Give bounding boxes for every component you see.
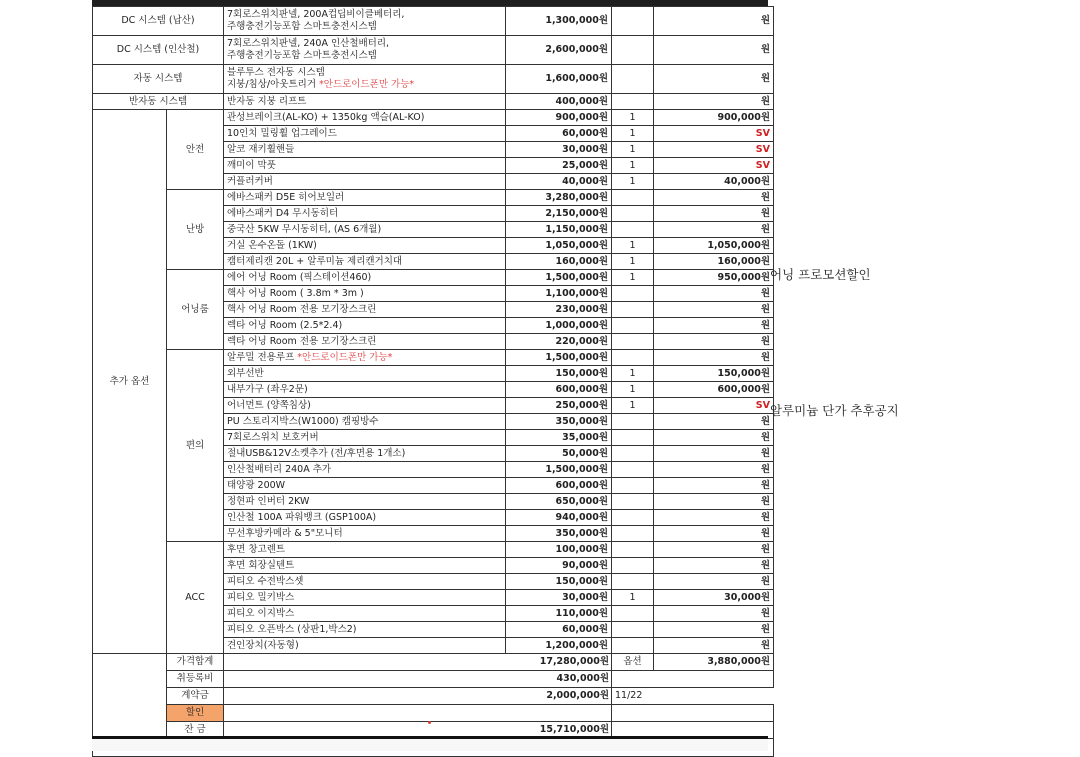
group-name: 난방 [167, 190, 224, 270]
quote-table [92, 6, 774, 757]
option-desc-text: 인산철 100A 파워뱅크 (GSP100A) [227, 511, 377, 523]
option-desc [224, 414, 506, 430]
group-name: ACC [167, 542, 224, 654]
option-qty [612, 222, 654, 238]
system-row [93, 7, 774, 36]
option-desc-text: 렉타 어닝 Room 전용 모기장스크린 [227, 335, 377, 347]
balance-label: 잔 금 [167, 722, 224, 739]
option-row [93, 190, 774, 206]
group-name: 안전 [167, 110, 224, 190]
quote-table-body [93, 7, 774, 757]
option-price: 150,000원 [506, 366, 612, 382]
option-desc [224, 558, 506, 574]
option-total: 원 [654, 638, 774, 654]
option-total: 원 [654, 190, 774, 206]
deposit-value: 2,000,000원 [224, 688, 612, 705]
option-qty [612, 606, 654, 622]
option-desc [224, 222, 506, 238]
option-desc-text: PU 스토리지박스(W1000) 캠핑방수 [227, 415, 379, 427]
option-desc [224, 446, 506, 462]
bottom-border [92, 736, 768, 751]
system-qty [612, 7, 654, 36]
option-desc-text: 피티오 오픈박스 (상판1,박스2) [227, 623, 357, 635]
option-price: 1,050,000원 [506, 238, 612, 254]
summary-empty [612, 705, 774, 722]
system-desc [224, 7, 506, 36]
option-qty [612, 190, 654, 206]
option-desc [224, 590, 506, 606]
option-desc-text: 알루밀 전용루프 [227, 351, 295, 363]
option-desc [224, 270, 506, 286]
system-name: 반자동 시스템 [93, 94, 224, 110]
system-row [93, 65, 774, 94]
option-total: 원 [654, 334, 774, 350]
system-desc-line2: 주행충전기능포함 스마트충전시스템 [227, 50, 377, 61]
option-total: 원 [654, 494, 774, 510]
option-desc-text: 깨미이 막풋 [227, 159, 276, 171]
system-qty [612, 65, 654, 94]
option-total: 원 [654, 622, 774, 638]
option-qty [612, 430, 654, 446]
option-price: 160,000원 [506, 254, 612, 270]
option-desc-text: 커플러커버 [227, 175, 273, 187]
option-row [93, 110, 774, 126]
option-desc-text: 7회로스위치 보호커버 [227, 431, 319, 443]
option-desc [224, 366, 506, 382]
registration-fee-row [93, 671, 774, 688]
option-desc-text: 내부가구 (좌우2문) [227, 383, 308, 395]
option-desc-text: 어너먼트 (양쪽침상) [227, 399, 311, 411]
option-desc [224, 126, 506, 142]
system-price: 1,600,000원 [506, 65, 612, 94]
option-qty: 1 [612, 398, 654, 414]
system-desc-note: *안드로이드폰만 가능* [319, 79, 415, 90]
note-awning-promo: 어닝 프로모션할인 [770, 267, 871, 282]
option-desc [224, 254, 506, 270]
option-price: 1,000,000원 [506, 318, 612, 334]
option-desc [224, 494, 506, 510]
option-desc [224, 158, 506, 174]
system-desc-line1: 반자동 지붕 리프트 [227, 95, 307, 107]
option-price: 40,000원 [506, 174, 612, 190]
system-desc-line1: 블루투스 전자동 시스템 [227, 67, 325, 79]
price-total-label: 가격합계 [167, 654, 224, 671]
option-qty [612, 510, 654, 526]
option-qty [612, 302, 654, 318]
option-desc [224, 542, 506, 558]
option-total: 원 [654, 430, 774, 446]
option-qty [612, 462, 654, 478]
option-total: 원 [654, 318, 774, 334]
option-qty: 1 [612, 254, 654, 270]
option-desc-text: 핵사 어닝 Room 전용 모기장스크린 [227, 303, 377, 315]
option-desc [224, 238, 506, 254]
option-price: 100,000원 [506, 542, 612, 558]
option-desc [224, 622, 506, 638]
option-total: 원 [654, 542, 774, 558]
option-qty [612, 494, 654, 510]
option-qty: 1 [612, 174, 654, 190]
option-total: 30,000원 [654, 590, 774, 606]
system-total: 원 [654, 7, 774, 36]
option-desc [224, 526, 506, 542]
balance-value: 15,710,000원 [224, 722, 612, 739]
option-desc [224, 382, 506, 398]
option-total: 원 [654, 462, 774, 478]
option-qty [612, 574, 654, 590]
option-sum-value: 3,880,000원 [654, 654, 774, 671]
option-qty: 1 [612, 142, 654, 158]
group-name: 편의 [167, 350, 224, 542]
option-desc-note: *안드로이드폰만 가능* [297, 351, 393, 363]
group-name: 어닝룸 [167, 270, 224, 350]
price-total-row [93, 654, 774, 671]
system-desc [224, 65, 506, 94]
option-desc [224, 190, 506, 206]
option-price: 650,000원 [506, 494, 612, 510]
option-desc-text: 거실 온수온돌 (1KW) [227, 239, 317, 251]
option-price: 1,150,000원 [506, 222, 612, 238]
option-price: 600,000원 [506, 382, 612, 398]
system-price: 2,600,000원 [506, 36, 612, 65]
option-desc-text: 중국산 5KW 무시동히터, (AS 6개월) [227, 223, 382, 235]
option-desc-text: 후면 회장실텐트 [227, 559, 295, 571]
option-desc [224, 478, 506, 494]
option-desc-text: 외부선반 [227, 367, 264, 379]
deposit-row [93, 688, 774, 705]
option-desc-text: 정현파 인버터 2KW [227, 495, 310, 507]
system-desc-line2: 지붕/침상/아웃트리거 [227, 79, 316, 90]
option-total: 원 [654, 302, 774, 318]
option-desc-text: 무선후방카메라 & 5"모니터 [227, 527, 343, 539]
option-desc-text: 캠터제리캔 20L + 알루미늄 제리캔거치대 [227, 255, 403, 267]
option-total: 원 [654, 526, 774, 542]
option-price: 600,000원 [506, 478, 612, 494]
option-total: 900,000원 [654, 110, 774, 126]
system-total: 원 [654, 94, 774, 110]
option-qty [612, 542, 654, 558]
option-qty [612, 526, 654, 542]
option-total: SV [654, 398, 774, 414]
option-total: 원 [654, 558, 774, 574]
price-total-value: 17,280,000원 [224, 654, 612, 671]
system-name: DC 시스템 (납산) [93, 7, 224, 36]
option-qty [612, 350, 654, 366]
summary-left-blank [93, 654, 167, 739]
option-desc [224, 174, 506, 190]
option-total: SV [654, 126, 774, 142]
option-price: 60,000원 [506, 622, 612, 638]
registration-fee-label: 취등록비 [167, 671, 224, 688]
option-total: 원 [654, 222, 774, 238]
system-desc-line2: 주행충전기능포함 스마트충전시스템 [227, 21, 377, 32]
system-row [93, 94, 774, 110]
option-price: 350,000원 [506, 526, 612, 542]
option-price: 940,000원 [506, 510, 612, 526]
option-qty: 1 [612, 126, 654, 142]
option-total: 원 [654, 574, 774, 590]
option-total: 원 [654, 206, 774, 222]
option-qty [612, 318, 654, 334]
option-qty: 1 [612, 238, 654, 254]
option-price: 30,000원 [506, 590, 612, 606]
discount-row [93, 705, 774, 722]
discount-value [224, 705, 612, 722]
system-total: 원 [654, 36, 774, 65]
option-desc-text: 에바스패커 D4 무시동히터 [227, 207, 339, 219]
option-desc-text: 태양광 200W [227, 479, 286, 491]
option-qty: 1 [612, 270, 654, 286]
option-qty [612, 334, 654, 350]
option-total: 160,000원 [654, 254, 774, 270]
option-price: 900,000원 [506, 110, 612, 126]
option-total: 원 [654, 510, 774, 526]
option-qty: 1 [612, 158, 654, 174]
option-price: 1,500,000원 [506, 350, 612, 366]
system-desc [224, 94, 506, 110]
option-qty [612, 286, 654, 302]
system-row [93, 36, 774, 65]
option-desc [224, 302, 506, 318]
option-desc-text: 에바스패커 D5E 히어보일러 [227, 191, 345, 203]
option-total: SV [654, 158, 774, 174]
option-qty: 1 [612, 590, 654, 606]
option-price: 35,000원 [506, 430, 612, 446]
option-total: 1,050,000원 [654, 238, 774, 254]
option-price: 150,000원 [506, 574, 612, 590]
option-desc-text: 절내USB&12V소켓추가 (전/후면용 1개소) [227, 447, 406, 459]
option-total: SV [654, 142, 774, 158]
option-total: 원 [654, 286, 774, 302]
option-price: 220,000원 [506, 334, 612, 350]
option-total: 원 [654, 606, 774, 622]
option-row [93, 270, 774, 286]
option-total: 원 [654, 478, 774, 494]
option-desc [224, 638, 506, 654]
system-qty [612, 94, 654, 110]
option-price: 1,200,000원 [506, 638, 612, 654]
option-qty: 1 [612, 382, 654, 398]
options-label: 추가 옵션 [93, 110, 167, 654]
option-desc-text: 피티오 밀키박스 [227, 591, 295, 603]
option-desc-text: 렉타 어닝 Room (2.5*2.4) [227, 319, 343, 331]
option-qty: 1 [612, 110, 654, 126]
deposit-date: 11/22 [612, 688, 774, 705]
option-desc [224, 206, 506, 222]
option-desc [224, 510, 506, 526]
option-qty [612, 558, 654, 574]
option-desc [224, 462, 506, 478]
option-total: 150,000원 [654, 366, 774, 382]
option-price: 1,500,000원 [506, 462, 612, 478]
option-desc [224, 318, 506, 334]
option-desc-text: 관성브레이크(AL-KO) + 1350kg 액슬(AL-KO) [227, 111, 425, 123]
system-name: 자동 시스템 [93, 65, 224, 94]
option-price: 110,000원 [506, 606, 612, 622]
option-price: 250,000원 [506, 398, 612, 414]
option-desc-text: 견인장치(자동형) [227, 639, 299, 651]
option-price: 60,000원 [506, 126, 612, 142]
option-desc [224, 574, 506, 590]
note-aluminum-notice: 알루미늄 단가 추후공지 [770, 403, 899, 418]
option-price: 50,000원 [506, 446, 612, 462]
option-qty [612, 638, 654, 654]
option-desc-text: 핵사 어닝 Room ( 3.8m * 3m ) [227, 287, 364, 299]
option-qty: 1 [612, 366, 654, 382]
option-total: 40,000원 [654, 174, 774, 190]
deposit-label: 계약금 [167, 688, 224, 705]
option-row [93, 542, 774, 558]
system-price: 400,000원 [506, 94, 612, 110]
option-desc [224, 334, 506, 350]
option-price: 30,000원 [506, 142, 612, 158]
option-desc-text: 피티오 이지박스 [227, 607, 295, 619]
discount-label: 할인 [167, 705, 224, 722]
option-desc-text: 에어 어닝 Room (픽스테이션460) [227, 271, 372, 283]
system-name: DC 시스템 (인산철) [93, 36, 224, 65]
option-price: 2,150,000원 [506, 206, 612, 222]
option-total: 원 [654, 446, 774, 462]
option-qty [612, 446, 654, 462]
option-total: 600,000원 [654, 382, 774, 398]
option-desc [224, 142, 506, 158]
system-desc [224, 36, 506, 65]
option-price: 1,500,000원 [506, 270, 612, 286]
option-desc-text: 10인치 밀링휠 업그레이드 [227, 127, 337, 139]
option-price: 90,000원 [506, 558, 612, 574]
option-desc [224, 430, 506, 446]
option-total: 원 [654, 414, 774, 430]
system-qty [612, 36, 654, 65]
option-row [93, 350, 774, 366]
option-desc [224, 606, 506, 622]
option-qty [612, 622, 654, 638]
option-sum-label: 옵션 [612, 654, 654, 671]
option-desc [224, 350, 506, 366]
option-total: 950,000원 [654, 270, 774, 286]
option-price: 230,000원 [506, 302, 612, 318]
option-qty [612, 414, 654, 430]
system-desc-line1: 7회로스위치판넬, 200A컵딥비이클베터리, [227, 9, 405, 21]
option-total: 원 [654, 350, 774, 366]
registration-fee-value: 430,000원 [224, 671, 612, 688]
option-desc [224, 286, 506, 302]
option-qty [612, 478, 654, 494]
option-desc-text: 알코 재키휠핸들 [227, 143, 295, 155]
system-price: 1,300,000원 [506, 7, 612, 36]
option-qty [612, 206, 654, 222]
option-desc-text: 후면 창고렌트 [227, 543, 286, 555]
system-desc-line1: 7회로스위치판넬, 240A 인산철배터리, [227, 38, 390, 50]
system-total: 원 [654, 65, 774, 94]
red-mark [428, 721, 431, 724]
option-desc [224, 398, 506, 414]
option-price: 1,100,000원 [506, 286, 612, 302]
option-desc-text: 피티오 수전박스셋 [227, 575, 304, 587]
option-desc-text: 인산철배터리 240A 추가 [227, 463, 332, 475]
option-price: 3,280,000원 [506, 190, 612, 206]
option-desc [224, 110, 506, 126]
summary-empty [612, 671, 774, 688]
option-price: 25,000원 [506, 158, 612, 174]
option-price: 350,000원 [506, 414, 612, 430]
